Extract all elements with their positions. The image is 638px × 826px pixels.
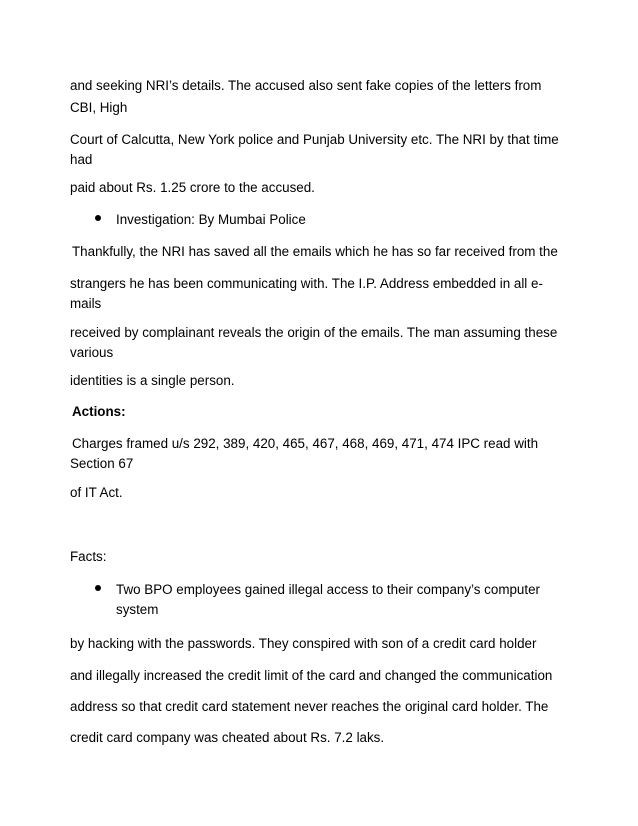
bullet-text: system [116,602,159,617]
text-line: of IT Act. [70,485,123,500]
text-line: strangers he has been communicating with. The I.P. Address embedded in all e- [70,276,543,291]
text-line: by hacking with the passwords. They conspired with son of a credit card holder [70,636,537,651]
text-line: Court of Calcutta, New York police and Punjab University etc. The NRI by that time [70,132,559,147]
text-line: identities is a single person. [70,373,235,388]
bullet-icon [95,215,101,221]
text-line: Section 67 [70,456,134,471]
text-line: mails [70,296,102,311]
text-line: Charges framed u/s 292, 389, 420, 465, 467, 468, 469, 471, 474 IPC read with [72,436,539,451]
text-line: various [70,345,114,360]
text-line: received by complainant reveals the origin of the emails. The man assuming these [70,325,558,340]
section-heading-facts: Facts: [70,549,107,564]
text-line: paid about Rs. 1.25 crore to the accused. [70,180,315,195]
text-line: Thankfully, the NRI has saved all the emails which he has so far received from the [72,244,558,259]
bullet-text: Investigation: By Mumbai Police [116,212,306,227]
text-line: and seeking NRI’s details. The accused also sent fake copies of the letters from [70,78,542,93]
section-heading-actions: Actions: [72,404,126,419]
text-line: address so that credit card statement never reaches the original card holder. The [70,699,549,714]
bullet-icon [95,585,101,591]
text-line: CBI, High [70,100,128,115]
text-line: and illegally increased the credit limit of the card and changed the communication [70,668,553,683]
text-line: had [70,152,93,167]
text-line: credit card company was cheated about Rs. 7.2 laks. [70,730,385,745]
bullet-text: Two BPO employees gained illegal access to their company’s computer [116,582,541,597]
